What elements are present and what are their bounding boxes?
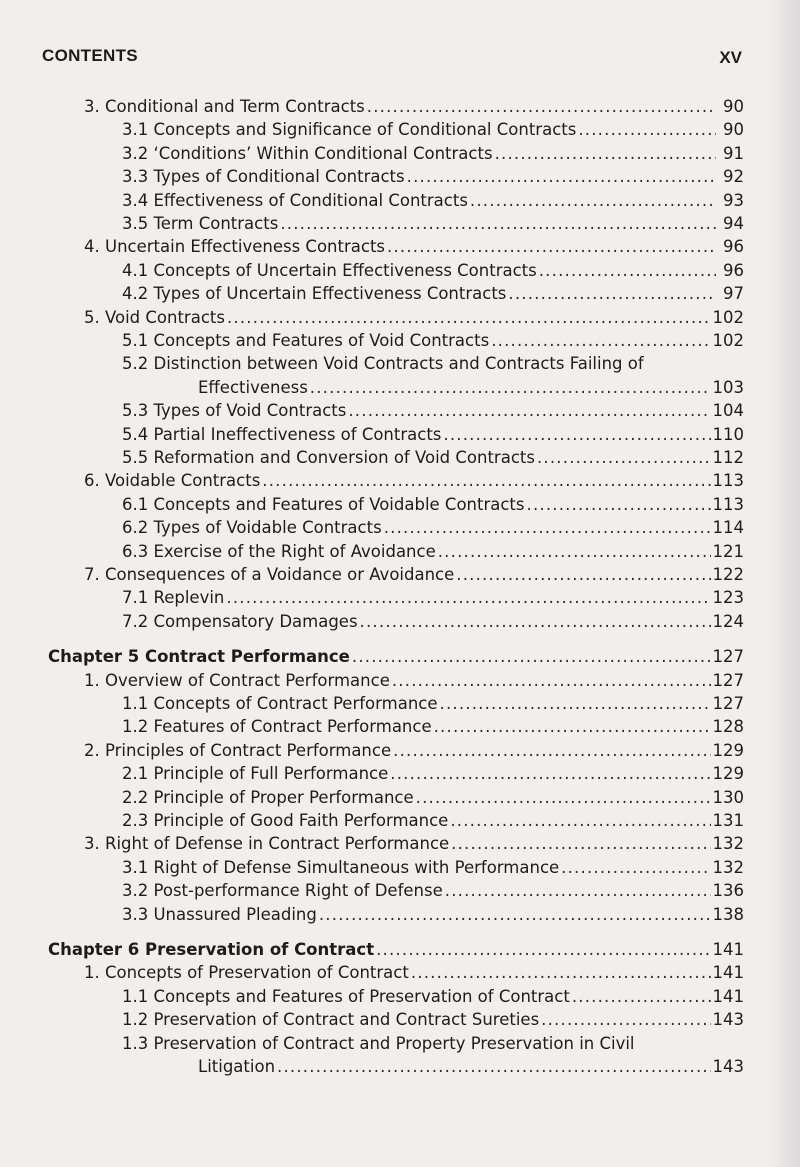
dot-leader [491, 329, 710, 352]
toc-entry-page: 124 [712, 611, 744, 631]
toc-entry-page: 127 [712, 694, 744, 713]
toc-entry [84, 306, 744, 329]
toc-entry-page: 122 [712, 565, 744, 584]
toc-entry-page: 90 [723, 120, 744, 140]
toc-entry [122, 352, 744, 375]
dot-leader [411, 961, 711, 984]
toc-entry-title: 4. Uncertain Effectiveness Contracts [84, 237, 386, 257]
toc-entry-page: 141 [712, 963, 744, 983]
toc-entry [122, 692, 744, 715]
toc-entry-title: 5.1 Concepts and Features of Void Contracts [122, 331, 490, 350]
toc-entry-title: 1. Overview of Contract Performance [84, 670, 390, 690]
toc-entry-page: 97 [723, 284, 744, 304]
toc-entry-title: 2.1 Principle of Full Performance [122, 764, 389, 784]
toc-chapter-entry [48, 645, 744, 668]
page-edge-shadow [770, 0, 800, 1167]
toc-entry-title: 1.1 Concepts of Contract Performance [122, 694, 438, 713]
toc-entry [122, 118, 744, 141]
toc-entry [122, 282, 744, 305]
dot-leader [470, 189, 716, 212]
toc-entry [198, 1055, 744, 1078]
toc-entry-page: 92 [723, 167, 744, 187]
dot-leader [227, 306, 711, 329]
dot-leader [445, 879, 711, 902]
toc-entry-title: 7. Consequences of a Voidance or Avoidance [84, 565, 455, 584]
toc-entry-page: 131 [712, 811, 744, 830]
dot-leader [527, 493, 711, 516]
dot-leader [367, 95, 716, 118]
toc-entry-title: 3.2 Post-performance Right of Defense [122, 881, 443, 901]
dot-leader [393, 739, 710, 762]
toc-entry [122, 610, 744, 633]
toc-entry-page: 121 [712, 541, 744, 561]
toc-entry-title: Litigation [198, 1057, 276, 1076]
toc-entry [84, 235, 744, 258]
toc-entry-title: 5. Void Contracts [84, 307, 225, 327]
toc-entry [122, 423, 744, 446]
toc-entry [122, 1008, 744, 1031]
dot-leader [456, 563, 710, 586]
toc-entry-page: 132 [712, 857, 744, 877]
toc-entry-title: 3.1 Right of Defense Simultaneous with Performance [122, 857, 560, 877]
toc-entry [122, 1032, 744, 1055]
dot-leader [280, 212, 716, 235]
toc-entry-title: 3.3 Types of Conditional Contracts [122, 167, 405, 187]
toc-entry [84, 739, 744, 762]
dot-leader [434, 715, 711, 738]
toc-entry-title: 4.2 Types of Uncertain Effectiveness Contracts [122, 284, 507, 304]
dot-leader [392, 669, 711, 692]
dot-leader [407, 165, 716, 188]
toc-entry-page: 102 [712, 331, 744, 350]
toc-entry-title: 6.3 Exercise of the Right of Avoidance [122, 541, 436, 561]
toc-entry-title: 2. Principles of Contract Performance [84, 740, 392, 760]
dot-leader [262, 469, 710, 492]
toc-entry-title: 3. Conditional and Term Contracts [84, 97, 365, 116]
toc-entry-page: 141 [712, 940, 744, 959]
toc-entry-page: 110 [712, 424, 744, 444]
dot-leader [572, 985, 711, 1008]
toc-chapter-entry [48, 938, 744, 961]
dot-leader [277, 1055, 710, 1078]
toc-entry-page: 129 [712, 740, 744, 760]
toc-entry-page: 128 [712, 717, 744, 737]
toc-entry-page: 136 [712, 881, 744, 901]
dot-leader [561, 856, 710, 879]
dot-leader [578, 118, 716, 141]
toc-entry-page: 94 [723, 214, 744, 233]
toc-entry-title: 3.1 Concepts and Significance of Conditional Contracts [122, 120, 577, 140]
toc-entry [122, 985, 744, 1008]
toc-entry-page: 129 [712, 764, 744, 784]
toc-entry [122, 586, 744, 609]
dot-leader [451, 832, 710, 855]
toc-entry-title: 1.1 Concepts and Features of Preservation of Contract [122, 986, 570, 1006]
toc-entry-title: 1.2 Preservation of Contract and Contract Sureties [122, 1010, 540, 1030]
toc-entry-title: Chapter 6 Preservation of Contract [48, 940, 375, 959]
dot-leader [319, 903, 711, 926]
dot-leader [495, 142, 716, 165]
toc-entry-page: 104 [712, 401, 744, 421]
toc-entry-page: 93 [723, 190, 744, 210]
dot-leader [539, 259, 716, 282]
toc-entry-title: 7.2 Compensatory Damages [122, 611, 358, 631]
toc-entry-title: 3.3 Unassured Pleading [122, 904, 317, 924]
toc-entry-title: 2.2 Principle of Proper Performance [122, 787, 414, 807]
toc-entry [122, 715, 744, 738]
toc-entry [84, 563, 744, 586]
toc-entry [122, 903, 744, 926]
toc-entry-page: 127 [712, 670, 744, 690]
dot-leader [348, 399, 710, 422]
dot-leader [541, 1008, 710, 1031]
toc-entry-title: 3.4 Effectiveness of Conditional Contracts [122, 190, 468, 210]
dot-leader [390, 762, 710, 785]
toc-entry [198, 376, 744, 399]
toc-entry-title: 6.1 Concepts and Features of Voidable Contracts [122, 494, 525, 514]
toc-entry-title: Effectiveness [198, 377, 308, 397]
toc-entry [122, 446, 744, 469]
toc-entry-title: 5.3 Types of Void Contracts [122, 401, 347, 421]
toc-entry-title: 5.2 Distinction between Void Contracts and Contracts Failing of [122, 354, 644, 374]
toc-entry [122, 762, 744, 785]
toc-entry-title: 6. Voidable Contracts [84, 471, 261, 491]
toc-entry-title: 3.2 ‘Conditions’ Within Conditional Contracts [122, 143, 493, 163]
toc-entry-page: 143 [712, 1057, 744, 1076]
toc-entry-title: 7.1 Replevin [122, 588, 225, 608]
toc-entry-title: 2.3 Principle of Good Faith Performance [122, 811, 449, 830]
toc-entry-title: 1. Concepts of Preservation of Contract [84, 963, 409, 983]
toc-entry-page: 130 [712, 787, 744, 807]
toc-entry [122, 516, 744, 539]
dot-leader [537, 446, 711, 469]
toc-entry-page: 91 [723, 143, 744, 163]
toc-entry [122, 879, 744, 902]
toc-entry [122, 212, 744, 235]
page-number-roman: XV [719, 48, 742, 67]
dot-leader [384, 516, 711, 539]
toc-entry-page: 112 [712, 448, 744, 467]
toc-entry-page: 102 [712, 307, 744, 327]
toc-entry-title: 3.5 Term Contracts [122, 214, 279, 233]
toc-entry-page: 90 [723, 97, 744, 116]
toc-entry [84, 832, 744, 855]
toc-entry-title: 1.3 Preservation of Contract and Property Preservation in Civil [122, 1033, 635, 1053]
toc-entry [122, 856, 744, 879]
dot-leader [416, 786, 711, 809]
toc-entry-title: 5.5 Reformation and Conversion of Void Contracts [122, 448, 535, 467]
dot-leader [352, 645, 711, 668]
toc-entry [122, 165, 744, 188]
running-header-title: CONTENTS [42, 46, 138, 65]
toc-entry-title: 3. Right of Defense in Contract Performance [84, 834, 450, 854]
dot-leader [360, 610, 711, 633]
toc-entry [122, 259, 744, 282]
toc-entry [84, 95, 744, 118]
toc-entry-page: 143 [712, 1010, 744, 1030]
page-header [0, 46, 800, 74]
toc-entry-page: 103 [712, 377, 744, 397]
dot-leader [440, 692, 711, 715]
toc-entry [122, 399, 744, 422]
dot-leader [226, 586, 710, 609]
toc-entry-page: 113 [712, 471, 744, 491]
toc-entry-page: 96 [723, 237, 744, 257]
toc-entry [122, 142, 744, 165]
toc-entry [84, 961, 744, 984]
toc-entry-page: 127 [712, 647, 744, 667]
toc-entry [122, 786, 744, 809]
dot-leader [310, 376, 711, 399]
toc-entry-page: 132 [712, 834, 744, 854]
toc-entry-title: 1.2 Features of Contract Performance [122, 717, 432, 737]
dot-leader [387, 235, 716, 258]
toc-entry-page: 114 [712, 518, 744, 538]
toc-entry-page: 113 [712, 494, 744, 514]
toc-entry [122, 493, 744, 516]
toc-entry [84, 469, 744, 492]
toc-entry [122, 189, 744, 212]
toc-entry [84, 669, 744, 692]
toc-entry-page: 96 [723, 260, 744, 280]
dot-leader [438, 540, 711, 563]
dot-leader [376, 938, 710, 961]
toc-entry-title: 4.1 Concepts of Uncertain Effectiveness Contracts [122, 260, 537, 280]
toc-entry-title: 5.4 Partial Ineffectiveness of Contracts [122, 424, 442, 444]
toc-entry-page: 141 [712, 986, 744, 1006]
dot-leader [508, 282, 716, 305]
toc-entry-page: 138 [712, 904, 744, 924]
toc-entry [122, 809, 744, 832]
dot-leader [443, 423, 710, 446]
toc-entry [122, 540, 744, 563]
toc-entry [122, 329, 744, 352]
toc-entry-title: Chapter 5 Contract Performance [48, 647, 350, 667]
dot-leader [450, 809, 710, 832]
toc-entry-page: 123 [712, 588, 744, 608]
toc-entry-title: 6.2 Types of Voidable Contracts [122, 518, 382, 538]
